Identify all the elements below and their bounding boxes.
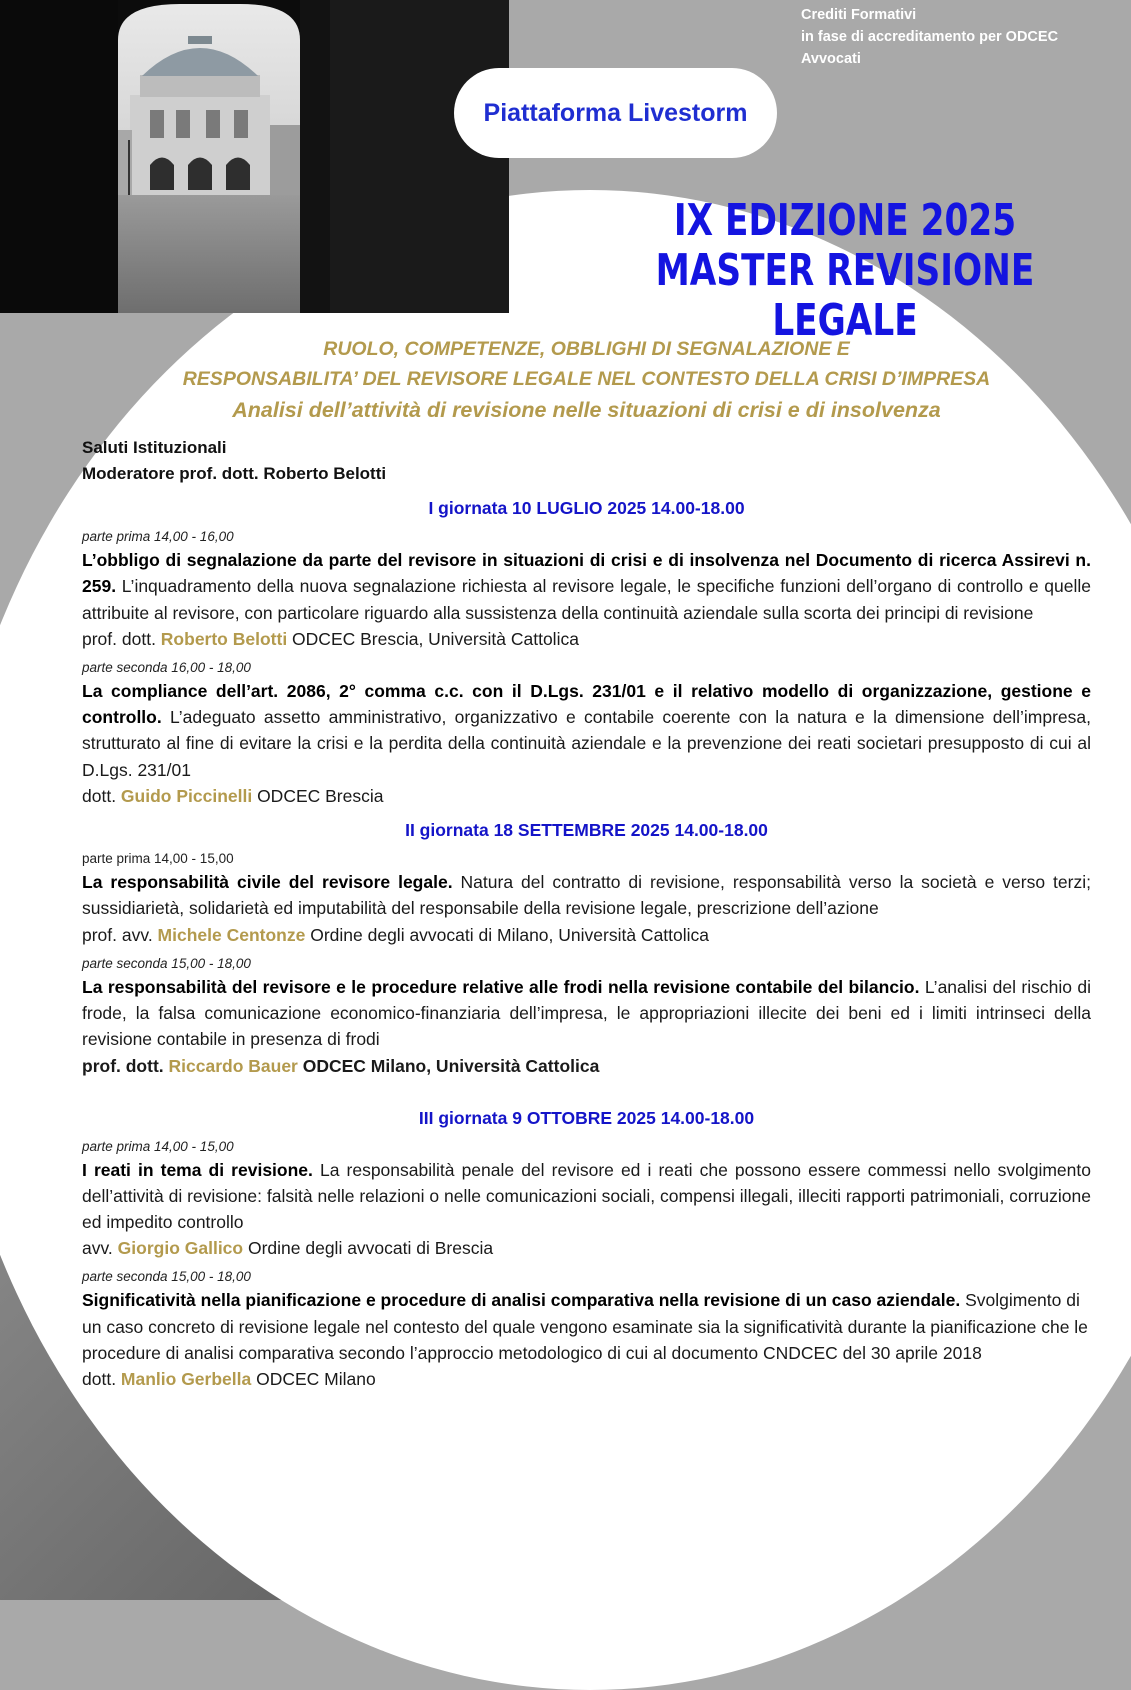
speaker-name: Manlio Gerbella xyxy=(120,1369,252,1390)
speaker-line xyxy=(82,1366,1091,1392)
speaker-line xyxy=(82,626,1091,652)
session-text: La responsabilità penale del revisore ed i reati che possono essere commessi nello svolgimento dell’attività di revisione: falsità nelle relazioni o nelle comunicazioni sociali, compensi illegali, illeciti rapporti patrimoniali, corruzione ed impedito controllo xyxy=(82,1159,1091,1233)
part-label: parte seconda 15,00 - 18,00 xyxy=(82,955,251,971)
day-heading: I giornata 10 LUGLIO 2025 14.00-18.00 xyxy=(428,498,745,518)
speaker-name: Riccardo Bauer xyxy=(168,1055,298,1076)
session-title: La compliance dell’art. 2086, 2° comma c.c. con il D.Lgs. 231/01 e il relativo modello di organizzazione, gestione e controllo. xyxy=(82,680,1091,728)
session-title: La responsabilità del revisore e le procedure relative alle frodi nella revisione contabile del bilancio. xyxy=(82,976,920,997)
speaker-name: Guido Piccinelli xyxy=(120,786,253,807)
session-description xyxy=(82,678,1091,783)
speaker-title: prof. avv. xyxy=(82,924,158,945)
speaker-line xyxy=(82,783,1091,809)
session-text: L’inquadramento della nuova segnalazione richiesta al revisore legale, le specifiche funzioni dell’organo di controllo e quelle attribuite al revisore, con particolare riguardo alla sussistenza della continuità aziendale sulla scorta dei principi di revisione xyxy=(82,576,1091,623)
subtitle-line: Analisi dell’attività di revisione nelle situazioni di crisi e di insolvenza xyxy=(232,398,941,422)
speaker-affiliation: ODCEC Milano xyxy=(251,1369,376,1390)
credits-line: Avvocati xyxy=(801,51,861,67)
subtitle-line: RESPONSABILITA’ DEL REVISORE LEGALE NEL CONTESTO DELLA CRISI D’IMPRESA xyxy=(182,368,991,390)
part-label: parte seconda 16,00 - 18,00 xyxy=(82,659,251,675)
speaker-affiliation: Ordine degli avvocati di Milano, Università Cattolica xyxy=(305,924,710,945)
session-description xyxy=(82,1157,1091,1236)
speaker-name: Roberto Belotti xyxy=(160,628,288,649)
part-label: parte prima 14,00 - 15,00 xyxy=(82,851,234,867)
session-text: Svolgimento di un caso concreto di revisione legale nel contesto del quale vengono esaminate sia la significatività durante la pianificazione che le procedure di analisi comparativa secondo l’approccio metodologico di cui al documento CNDCEC del 30 aprile 2018 xyxy=(82,1290,1088,1364)
session-text: L’analisi del rischio di frode, la falsa comunicazione economico-finanziaria dell’impresa, le appropriazioni illecite dei beni ed i limiti intrinseci della revisione contabile in presenza di frodi xyxy=(82,976,1091,1050)
program-subtitle xyxy=(82,334,1091,427)
speaker-affiliation: ODCEC Milano, Università Cattolica xyxy=(297,1055,600,1076)
speaker-name: Giorgio Gallico xyxy=(117,1238,244,1259)
credits-block xyxy=(801,4,1126,70)
header-photo xyxy=(0,0,509,313)
speaker-name: Michele Centonze xyxy=(157,924,306,945)
session-description xyxy=(82,1287,1091,1366)
session-text: Natura del contratto di revisione, responsabilità verso la società e verso terzi; sussidiarietà, solidarietà ed imputabilità del responsabile della revisione legale, prescrizione dell’azione xyxy=(82,872,1091,919)
credits-line: in fase di accreditamento per ODCEC xyxy=(801,29,1059,45)
speaker-affiliation: Ordine degli avvocati di Brescia xyxy=(243,1238,494,1259)
edition-title: IX EDIZIONE 2025 xyxy=(673,195,1017,246)
moderator-text: Moderatore prof. dott. Roberto Belotti xyxy=(82,464,387,483)
speaker-title: prof. dott. xyxy=(82,1055,169,1076)
part-label: parte seconda 15,00 - 18,00 xyxy=(82,1269,251,1285)
program-content xyxy=(82,334,1091,1392)
speaker-affiliation: ODCEC Brescia, Università Cattolica xyxy=(287,628,579,649)
session-title: L’obbligo di segnalazione da parte del revisore in situazioni di crisi e di insolvenza nel Documento di ricerca Assirevi n. 259. xyxy=(82,550,1091,597)
session-description xyxy=(82,869,1091,922)
session-title: La responsabilità civile del revisore legale. xyxy=(82,872,453,893)
speaker-line xyxy=(82,1053,1091,1079)
speaker-line xyxy=(82,922,1091,948)
subtitle-line: RUOLO, COMPETENZE, OBBLIGHI DI SEGNALAZIONE E xyxy=(323,338,850,360)
speaker-title: avv. xyxy=(82,1238,118,1259)
speaker-affiliation: ODCEC Brescia xyxy=(252,786,384,807)
session-title: I reati in tema di revisione. xyxy=(82,1159,313,1180)
session-description xyxy=(82,974,1091,1053)
speaker-title: dott. xyxy=(82,786,121,807)
greeting-text: Saluti Istituzionali xyxy=(82,438,227,457)
day-heading: II giornata 18 SETTEMBRE 2025 14.00-18.00 xyxy=(405,820,768,841)
speaker-line xyxy=(82,1235,1091,1261)
master-title: MASTER REVISIONE LEGALE xyxy=(655,245,1035,346)
archway-building-image xyxy=(0,0,509,313)
edition-headline xyxy=(623,196,1068,346)
credits-line: Crediti Formativi xyxy=(801,7,917,23)
session-description xyxy=(82,547,1091,626)
intro-block xyxy=(82,435,1091,487)
speaker-title: prof. dott. xyxy=(82,628,161,649)
session-title: Significatività nella pianificazione e procedure di analisi comparativa nella revisione di un caso aziendale. xyxy=(82,1290,961,1311)
session-text: L’adeguato assetto amministrativo, organizzativo e contabile coerente con la natura e la dimensione dell’impresa, strutturato al fine di evitare la crisi e la perdita della continuità aziendale e la prevenzione dei reati societari presupposto di cui al D.Lgs. 231/01 xyxy=(82,707,1091,780)
part-label: parte prima 14,00 - 15,00 xyxy=(82,1138,234,1154)
platform-badge xyxy=(454,68,777,158)
platform-label: Piattaforma Livestorm xyxy=(483,98,748,127)
part-label: parte prima 14,00 - 16,00 xyxy=(82,529,234,544)
day-heading: III giornata 9 OTTOBRE 2025 14.00-18.00 xyxy=(418,1107,755,1128)
speaker-title: dott. xyxy=(82,1369,121,1390)
